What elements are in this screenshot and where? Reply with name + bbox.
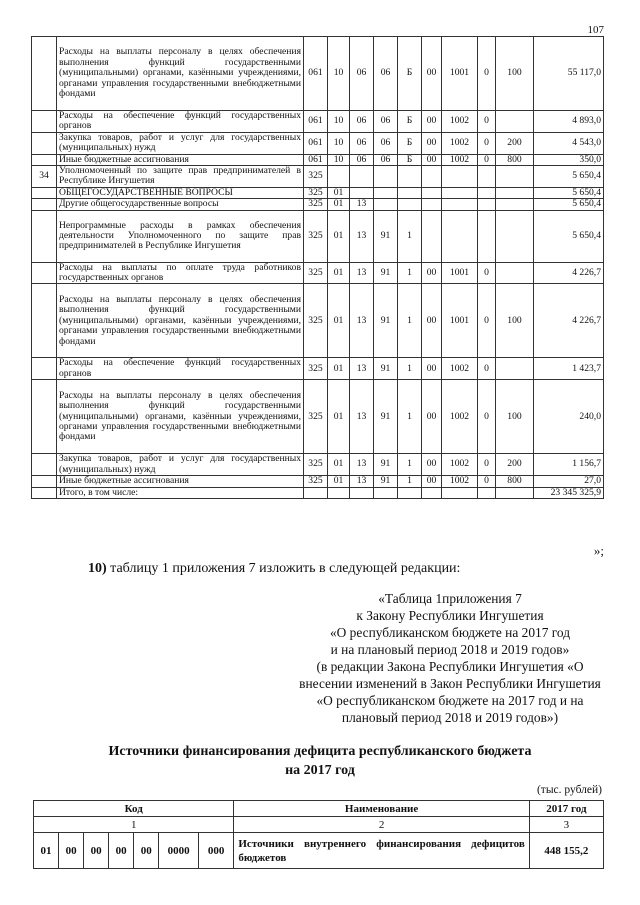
row-number [32, 380, 57, 454]
code-program: 06 [374, 111, 398, 133]
table-row [32, 210, 604, 262]
table-row [32, 199, 604, 210]
item-name: Закупка товаров, работ и услуг для государственных (муниципальных) нужд [57, 132, 304, 154]
code-direction: 1002 [442, 154, 478, 165]
code-gr: 061 [304, 111, 328, 133]
code-program [374, 187, 398, 198]
code-direction: 1001 [442, 284, 478, 358]
code-vr: 100 [496, 380, 534, 454]
item-name: Иные бюджетные ассигнования [57, 476, 304, 487]
header-year: 2017 год [529, 801, 603, 817]
code-vr: 200 [496, 132, 534, 154]
code-pr: 13 [350, 380, 374, 454]
code-subprogram: 1 [398, 284, 422, 358]
table-row [32, 166, 604, 188]
code-event: 00 [422, 132, 442, 154]
code-subprogram: Б [398, 111, 422, 133]
code-extra: 0 [478, 154, 496, 165]
code-direction: 1002 [442, 358, 478, 380]
code-rz: 01 [328, 476, 350, 487]
code-pr: 13 [350, 199, 374, 210]
code-event: 00 [422, 358, 442, 380]
code-subprogram: 1 [398, 476, 422, 487]
sources-numbering-row [34, 817, 604, 833]
code-program: 91 [374, 210, 398, 262]
code-rz: 01 [328, 284, 350, 358]
code-program [374, 199, 398, 210]
code-program: 06 [374, 154, 398, 165]
numbering-year: 3 [529, 817, 603, 833]
table-row [32, 284, 604, 358]
code-program: 91 [374, 262, 398, 284]
code-cell: 0000 [159, 833, 199, 869]
code-pr: 13 [350, 262, 374, 284]
row-number [32, 199, 57, 210]
code-pr: 06 [350, 111, 374, 133]
code-subprogram [398, 166, 422, 188]
code-pr: 13 [350, 476, 374, 487]
item-name: Другие общегосударственные вопросы [57, 199, 304, 210]
amount: 240,0 [534, 380, 604, 454]
code-cell: 01 [34, 833, 59, 869]
code-direction: 1001 [442, 37, 478, 111]
code-direction: 1002 [442, 380, 478, 454]
code-vr [496, 358, 534, 380]
code-subprogram: 1 [398, 358, 422, 380]
caption-line: плановый период 2018 и 2019 годов») [341, 710, 559, 725]
code-extra: 0 [478, 476, 496, 487]
amount: 5 650,4 [534, 210, 604, 262]
code-direction: 1002 [442, 111, 478, 133]
code-vr [496, 166, 534, 188]
code-direction [442, 166, 478, 188]
amount: 27,0 [534, 476, 604, 487]
caption-line: внесении изменений в Закон Республики Ингушетия [299, 676, 601, 691]
caption-line: «О республиканском бюджете на 2017 год [329, 625, 571, 640]
code-rz: 10 [328, 111, 350, 133]
amount: 4 893,0 [534, 111, 604, 133]
code-rz: 01 [328, 210, 350, 262]
code-vr [496, 187, 534, 198]
code-event: 00 [422, 454, 442, 476]
code-program [374, 487, 398, 498]
code-pr: 06 [350, 132, 374, 154]
code-event: 00 [422, 37, 442, 111]
row-number: 34 [32, 166, 57, 188]
amount: 55 117,0 [534, 37, 604, 111]
item-name: Расходы на выплаты персоналу в целях обеспечения выполнения функций государственными (муниципальными) органами, казёнными учреждениями, органами управления государственными внебюджетными фондами [57, 37, 304, 111]
section-title-line: Источники финансирования дефицита республиканского бюджета [108, 744, 532, 759]
code-gr: 325 [304, 187, 328, 198]
code-rz: 01 [328, 380, 350, 454]
header-code: Код [34, 801, 234, 817]
table-row [32, 358, 604, 380]
code-gr: 325 [304, 166, 328, 188]
code-extra: 0 [478, 132, 496, 154]
item-name: Расходы на обеспечение функций государственных органов [57, 111, 304, 133]
code-extra: 0 [478, 111, 496, 133]
table-row [32, 187, 604, 198]
page-number: 107 [587, 24, 604, 36]
table-row [32, 111, 604, 133]
code-vr: 100 [496, 37, 534, 111]
instruction-number: 10) [88, 561, 107, 576]
code-pr: 06 [350, 37, 374, 111]
caption-line: «О республиканском бюджете на 2017 год и на [316, 693, 584, 708]
caption-line: (в редакции Закона Республики Ингушетия «О [316, 659, 584, 674]
code-gr: 325 [304, 476, 328, 487]
row-number [32, 284, 57, 358]
table-caption [296, 590, 604, 726]
item-name: Иные бюджетные ассигнования [57, 154, 304, 165]
item-name: Расходы на выплаты по оплате труда работников государственных органов [57, 262, 304, 284]
code-subprogram: Б [398, 132, 422, 154]
table-row [32, 37, 604, 111]
amendment-instruction [88, 561, 460, 577]
amount: 5 650,4 [534, 199, 604, 210]
code-subprogram: 1 [398, 210, 422, 262]
code-direction: 1002 [442, 454, 478, 476]
section-title-line: на 2017 год [285, 763, 355, 778]
code-vr: 800 [496, 154, 534, 165]
code-rz: 01 [328, 187, 350, 198]
code-event [422, 210, 442, 262]
code-event: 00 [422, 284, 442, 358]
code-vr [496, 111, 534, 133]
code-pr: 13 [350, 284, 374, 358]
code-cell: 00 [59, 833, 84, 869]
sources-table [33, 800, 604, 869]
code-rz: 01 [328, 454, 350, 476]
code-gr: 061 [304, 154, 328, 165]
row-number [32, 37, 57, 111]
code-event: 00 [422, 476, 442, 487]
item-name: Уполномоченный по защите прав предпринимателей в Республике Ингушетия [57, 166, 304, 188]
code-direction: 1002 [442, 132, 478, 154]
table-row [32, 380, 604, 454]
row-number [32, 476, 57, 487]
code-direction [442, 487, 478, 498]
code-event: 00 [422, 262, 442, 284]
row-number [32, 454, 57, 476]
code-rz: 01 [328, 199, 350, 210]
code-direction [442, 199, 478, 210]
code-vr [496, 199, 534, 210]
amount: 4 226,7 [534, 262, 604, 284]
code-event [422, 166, 442, 188]
instruction-text: таблицу 1 приложения 7 изложить в следующей редакции: [106, 561, 461, 576]
item-name: Закупка товаров, работ и услуг для государственных (муниципальных) нужд [57, 454, 304, 476]
code-extra: 0 [478, 454, 496, 476]
table-row [32, 487, 604, 498]
row-number [32, 262, 57, 284]
caption-line: и на плановый период 2018 и 2019 годов» [330, 642, 570, 657]
code-vr: 100 [496, 284, 534, 358]
code-extra: 0 [478, 37, 496, 111]
code-subprogram: 1 [398, 454, 422, 476]
code-program: 91 [374, 454, 398, 476]
code-extra [478, 166, 496, 188]
code-gr: 325 [304, 358, 328, 380]
units-label: (тыс. рублей) [536, 784, 602, 796]
table-row [32, 132, 604, 154]
code-pr: 06 [350, 154, 374, 165]
sources-header-row [34, 801, 604, 817]
code-pr: 13 [350, 210, 374, 262]
code-direction [442, 210, 478, 262]
table-row [32, 262, 604, 284]
code-pr [350, 187, 374, 198]
item-name: Непрограммные расходы в рамках обеспечения деятельности Уполномоченного по защите прав предпринимателей в Республике Ингушетия [57, 210, 304, 262]
code-extra [478, 487, 496, 498]
code-direction: 1001 [442, 262, 478, 284]
code-direction [442, 187, 478, 198]
code-program: 91 [374, 284, 398, 358]
code-extra: 0 [478, 262, 496, 284]
code-cell: 00 [109, 833, 134, 869]
code-gr [304, 487, 328, 498]
caption-line: к Закону Республики Ингушетия [356, 608, 544, 623]
table-row [32, 454, 604, 476]
code-gr: 325 [304, 262, 328, 284]
code-subprogram: Б [398, 37, 422, 111]
code-vr [496, 262, 534, 284]
item-name: Итого, в том числе: [57, 487, 304, 498]
row-number [32, 487, 57, 498]
table-row [32, 154, 604, 165]
amount: 5 650,4 [534, 166, 604, 188]
code-subprogram [398, 187, 422, 198]
row-number [32, 111, 57, 133]
code-extra: 0 [478, 380, 496, 454]
code-rz [328, 487, 350, 498]
code-subprogram [398, 199, 422, 210]
code-vr: 200 [496, 454, 534, 476]
code-rz: 10 [328, 37, 350, 111]
source-value: 448 155,2 [529, 833, 603, 869]
code-program: 91 [374, 358, 398, 380]
code-extra [478, 210, 496, 262]
code-event [422, 199, 442, 210]
caption-line: «Таблица 1приложения 7 [378, 591, 522, 606]
amount: 4 226,7 [534, 284, 604, 358]
section-title [60, 742, 580, 780]
code-gr: 325 [304, 454, 328, 476]
code-rz [328, 166, 350, 188]
amount: 4 543,0 [534, 132, 604, 154]
code-extra: 0 [478, 284, 496, 358]
amount: 1 156,7 [534, 454, 604, 476]
item-name: Расходы на обеспечение функций государственных органов [57, 358, 304, 380]
code-program: 06 [374, 37, 398, 111]
code-extra: 0 [478, 358, 496, 380]
numbering-code: 1 [34, 817, 234, 833]
item-name: ОБЩЕГОСУДАРСТВЕННЫЕ ВОПРОСЫ [57, 187, 304, 198]
item-name: Расходы на выплаты персоналу в целях обеспечения выполнения функций государственными (муниципальными) органами, казённыи учреждениями, органами управления государственными внебюджетными фондами [57, 284, 304, 358]
code-extra [478, 187, 496, 198]
code-gr: 325 [304, 380, 328, 454]
row-number [32, 210, 57, 262]
code-subprogram: 1 [398, 380, 422, 454]
code-subprogram [398, 487, 422, 498]
code-gr: 325 [304, 210, 328, 262]
code-rz: 01 [328, 358, 350, 380]
code-pr: 13 [350, 454, 374, 476]
row-number [32, 187, 57, 198]
code-rz: 10 [328, 154, 350, 165]
code-subprogram: 1 [398, 262, 422, 284]
amount: 23 345 325,9 [534, 487, 604, 498]
code-pr [350, 166, 374, 188]
numbering-name: 2 [234, 817, 529, 833]
code-direction: 1002 [442, 476, 478, 487]
item-name: Расходы на выплаты персоналу в целях обеспечения выполнения функций государственными (муниципальными) органами, казённыи учреждениями, органами управления государственными внебюджетными фондами [57, 380, 304, 454]
expense-table [31, 36, 604, 499]
code-event [422, 187, 442, 198]
code-vr [496, 487, 534, 498]
code-pr: 13 [350, 358, 374, 380]
code-cell: 00 [134, 833, 159, 869]
row-number [32, 132, 57, 154]
code-rz: 10 [328, 132, 350, 154]
code-cell: 000 [198, 833, 233, 869]
code-extra [478, 199, 496, 210]
code-event: 00 [422, 154, 442, 165]
amount: 5 650,4 [534, 187, 604, 198]
code-cell: 00 [84, 833, 109, 869]
code-gr: 325 [304, 199, 328, 210]
code-gr: 061 [304, 37, 328, 111]
table-row [32, 476, 604, 487]
code-pr [350, 487, 374, 498]
code-vr: 800 [496, 476, 534, 487]
code-subprogram: Б [398, 154, 422, 165]
code-gr: 061 [304, 132, 328, 154]
amount: 1 423,7 [534, 358, 604, 380]
code-gr: 325 [304, 284, 328, 358]
code-event: 00 [422, 111, 442, 133]
code-rz: 01 [328, 262, 350, 284]
row-number [32, 358, 57, 380]
closing-quote: »; [593, 543, 604, 558]
row-number [32, 154, 57, 165]
code-event [422, 487, 442, 498]
code-program: 91 [374, 380, 398, 454]
code-program [374, 166, 398, 188]
amount: 350,0 [534, 154, 604, 165]
code-event: 00 [422, 380, 442, 454]
sources-row [34, 833, 604, 869]
header-name: Наименование [234, 801, 529, 817]
source-name: Источники внутреннего финансирования дефицитов бюджетов [234, 833, 529, 869]
code-vr [496, 210, 534, 262]
code-program: 91 [374, 476, 398, 487]
code-program: 06 [374, 132, 398, 154]
